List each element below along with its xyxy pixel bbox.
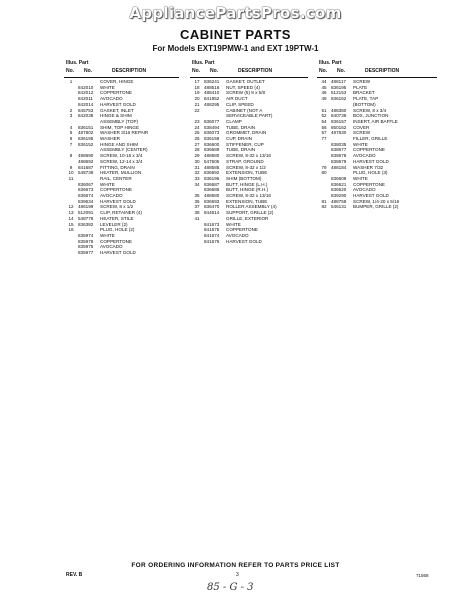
illus-number: 12 [68, 204, 74, 210]
part-number: 835974 [78, 232, 94, 238]
page-number: 3 [236, 572, 239, 578]
part-description: PLUG, HOLE (3) [353, 170, 388, 176]
part-number: 487802 [78, 130, 94, 136]
part-number: 836600 [204, 141, 220, 147]
part-number: 487630 [331, 130, 347, 136]
part-description: (BOTTOM) [353, 101, 376, 107]
illus-number: 23 [194, 118, 200, 124]
part-description: GASKET, INLET [100, 107, 134, 113]
part-number: 844614 [204, 210, 220, 216]
illus-no-label: No. [192, 68, 201, 74]
part-description: AVOCADO [226, 232, 249, 238]
part-number: 836151 [78, 124, 94, 130]
part-description: ASSEMBLY (CENTER) [100, 147, 148, 153]
part-description: COPPERTONE [100, 90, 132, 96]
part-number: 488692 [78, 158, 94, 164]
part-number: 836195 [78, 136, 94, 142]
part-description: LEVELER (2) [100, 221, 128, 227]
illus-number [190, 239, 204, 245]
illus-number: 80 [321, 170, 327, 176]
illus-number: 37 [194, 204, 200, 210]
part-description: BUMPER, GRILLE (2) [353, 204, 399, 210]
illus-number: 26 [194, 136, 200, 142]
part-description: SCREW, 8-32 x 13/16 [226, 153, 271, 159]
page-subtitle: For Models EXT19PMW-1 and EXT 19PTW-1 [152, 44, 319, 53]
part-description: SCREW [353, 79, 371, 84]
parts-column-3 [317, 60, 437, 210]
part-number: 488410 [204, 90, 220, 96]
column-header [64, 60, 179, 78]
illus-no-label: No. [319, 68, 328, 74]
part-row [317, 204, 437, 210]
part-description: GASKET, OUTLET [226, 79, 265, 84]
part-number: 836687 [204, 181, 220, 187]
part-description: COPPERTONE [353, 181, 385, 187]
illus-number: 81 [321, 198, 327, 204]
part-description: HARVEST GOLD [100, 250, 136, 256]
part-description: GRILLE, EXTERIOR [226, 215, 269, 221]
part-description: HARVEST GOLD [353, 158, 389, 164]
part-number: 488580 [204, 193, 220, 199]
illus-number: 34 [194, 181, 200, 187]
part-description: CLAMP [226, 118, 242, 124]
illus-part-label: Illus. Part [319, 60, 342, 66]
illus-number: 11 [68, 175, 74, 181]
part-number: 841673 [204, 221, 220, 227]
part-description: SCREW, 10-16 x 3/4 [100, 153, 143, 159]
part-number: 488580 [204, 153, 220, 159]
part-number: 838678 [331, 153, 347, 159]
part-number: 838035 [331, 141, 347, 147]
part-number: 836073 [204, 130, 220, 136]
illus-number: 54 [321, 118, 327, 124]
part-description: SCREW (5) 8 x 5/8 [226, 90, 266, 96]
illus-number: 82 [321, 204, 327, 210]
illus-number: 9 [69, 164, 73, 170]
part-description: WASHER 7/32 [353, 164, 384, 170]
part-description: HARVEST GOLD [226, 238, 262, 244]
part-description: BUTT, HINGE (L.H.) [226, 181, 268, 187]
part-description: HINGE AND SHIM [100, 141, 139, 147]
part-description: ROLLER ASSEMBLY (4) [226, 204, 277, 210]
part-number: 836241 [204, 79, 220, 84]
illus-number: 2 [69, 107, 73, 113]
part-description: HINGE & SHIM [100, 113, 132, 119]
part-number: 836674 [78, 193, 94, 199]
part-number: 486199 [78, 204, 94, 210]
part-description: PLUG, HOLE (2) [100, 227, 135, 233]
column-header [190, 60, 308, 78]
illus-number: 35 [194, 193, 200, 199]
part-no-label: No. [337, 68, 346, 74]
part-number: 836692 [204, 170, 220, 176]
part-number: 488380 [331, 107, 347, 113]
part-description: COPPERTONE [100, 187, 132, 193]
illus-number: 77 [321, 136, 327, 142]
part-description: AVOCADO [353, 187, 376, 193]
part-number: 842038 [78, 113, 94, 119]
illus-number: 16 [68, 227, 74, 233]
part-number: 488516 [204, 84, 220, 90]
part-description: SCREW [353, 130, 371, 136]
part-description: ASSEMBLY (TOP) [100, 118, 139, 124]
part-description: WHITE [100, 84, 115, 90]
part-number: 488585 [204, 164, 220, 170]
illus-number: 1 [69, 79, 73, 84]
part-number: 842014 [78, 101, 94, 107]
part-number: 836686 [204, 187, 220, 193]
illus-number: 13 [68, 210, 74, 216]
illus-number: 14 [68, 215, 74, 221]
part-description: SCREW, 8-32 x 1/2 [226, 164, 266, 170]
illus-number: 17 [194, 79, 200, 84]
part-description: HARVEST GOLD [100, 101, 136, 107]
parts-column-1 [64, 60, 179, 256]
part-number: 836195 [331, 84, 347, 90]
description-label: DESCRIPTION [238, 68, 273, 74]
part-description: WHITE [100, 232, 115, 238]
part-description: COPPERTONE [353, 147, 385, 153]
part-description: HEATER, STILE [100, 215, 134, 221]
part-number: 512091 [78, 210, 94, 216]
handwritten-note: 85 - G - 3 [207, 582, 254, 593]
part-number: 841674 [204, 232, 220, 238]
part-description: HEATER, MULLION [100, 170, 142, 176]
part-number: 548739 [78, 170, 94, 176]
part-number: 547605 [204, 158, 220, 164]
part-no-label: No. [210, 68, 219, 74]
illus-number: 79 [321, 164, 327, 170]
illus-number: 20 [194, 96, 200, 102]
part-description: BUTT, HINGE (R.H.) [226, 187, 269, 193]
part-number: 835976 [78, 238, 94, 244]
description-label: DESCRIPTION [365, 68, 400, 74]
part-description: SCREW, 8 x 1/2 [100, 204, 134, 210]
part-description: NUT, SPEED (4) [226, 84, 260, 90]
part-no-label: No. [84, 68, 93, 74]
part-description: RAIL, CENTER [100, 175, 132, 181]
illus-number: 4 [69, 124, 73, 130]
part-number: 548778 [78, 215, 94, 221]
illus-number: 57 [321, 130, 327, 136]
part-number: 836620 [331, 187, 347, 193]
part-number: 488690 [78, 153, 94, 159]
part-number: 835975 [78, 244, 94, 250]
part-description: PLATE [353, 84, 368, 90]
illus-part-label: Illus. Part [66, 60, 89, 66]
document-code: 71568 [416, 573, 429, 578]
page-title: CABINET PARTS [180, 27, 291, 42]
parts-column-2 [190, 60, 308, 244]
part-number: 836159 [204, 136, 220, 142]
part-number: 841675 [204, 227, 220, 233]
illus-number: 6 [69, 136, 73, 142]
parts-list [190, 78, 308, 244]
part-number: 836470 [204, 204, 220, 210]
part-description: SCREW, 8 x 3/4 [353, 107, 387, 113]
illus-number: 25 [194, 130, 200, 136]
part-description: HARVEST GOLD [100, 198, 136, 204]
part-description: AVOCADO [100, 193, 123, 199]
part-description: WASHER 3/16 REPAIR [100, 130, 149, 136]
part-description: WHITE [226, 221, 241, 227]
part-number: 842011 [78, 96, 93, 102]
illus-number: 36 [194, 198, 200, 204]
part-number: 841952 [204, 96, 220, 102]
illus-number: 56 [321, 124, 327, 130]
part-description: AVOCADO [353, 153, 376, 159]
part-description: WHITE [353, 175, 368, 181]
part-description: PLATE, TAP [353, 96, 379, 102]
illus-number: 24 [194, 124, 200, 130]
illus-number: 33 [194, 175, 200, 181]
part-number: 836673 [78, 187, 94, 193]
part-description: COPPERTONE [226, 227, 258, 233]
part-number: 836689 [204, 147, 220, 153]
part-number: 836382 [78, 221, 94, 227]
part-number: 836152 [78, 141, 94, 147]
part-number: 840739 [331, 113, 347, 119]
illus-number: 3 [69, 113, 73, 119]
part-number: 546131 [331, 204, 347, 210]
part-number: 841687 [78, 164, 94, 170]
part-number: 850152 [331, 124, 347, 130]
part-description: STIFFENER, CUP [226, 141, 264, 147]
part-number: 488295 [204, 101, 220, 107]
illus-number: 44 [321, 79, 327, 84]
ordering-note: FOR ORDERING INFORMATION REFER TO PARTS PRICE LIST [131, 562, 340, 569]
illus-no-label: No. [66, 68, 75, 74]
part-description: SCREW, 8-32 x 13/16 [226, 193, 271, 199]
part-number: 836157 [331, 118, 347, 124]
part-number: 839290 [331, 193, 347, 199]
illus-number: 38 [194, 210, 200, 216]
part-description: COPPERTONE [100, 238, 132, 244]
parts-list [64, 78, 179, 256]
part-number: 838677 [331, 147, 347, 153]
illus-number: 21 [194, 101, 200, 107]
part-description: COVER, HINGE [100, 79, 134, 84]
part-description: CABINET (NOT A [226, 107, 263, 113]
illus-number: 29 [194, 153, 200, 159]
part-row [190, 239, 308, 245]
illus-number: 8 [69, 153, 73, 159]
part-number: 836621 [331, 181, 347, 187]
part-description: AIR DUCT [226, 96, 248, 102]
part-description: INSERT, AIR BAFFLE [353, 118, 398, 124]
part-description: SHIM, TOP HINGE [100, 124, 140, 130]
part-number: 512153 [331, 90, 347, 96]
part-description: FITTING, DRAIN [100, 164, 135, 170]
illus-number: 28 [194, 147, 200, 153]
part-number: 836609 [331, 175, 347, 181]
part-description: BRACKET [353, 90, 375, 96]
part-description: COVER [353, 124, 370, 130]
illus-number: 15 [68, 221, 74, 227]
part-description: SCREW, 1/4-20 x 5/16 [353, 198, 400, 204]
part-description: WHITE [100, 181, 115, 187]
watermark: AppliancePartsPros.com [129, 4, 342, 22]
description-label: DESCRIPTION [112, 68, 147, 74]
illus-number: 51 [321, 107, 327, 113]
part-description: HARVEST GOLD [353, 193, 389, 199]
illus-number: 41 [194, 215, 200, 221]
part-number: 841676 [204, 238, 220, 244]
part-description: WHITE [353, 141, 368, 147]
part-description: FILLER, GRILLE [353, 136, 388, 142]
part-description: TUBE, DRAIN [226, 147, 256, 153]
part-number: 835977 [78, 250, 94, 256]
revision-label: REV. B [66, 572, 83, 578]
part-number: 836196 [204, 175, 220, 181]
part-number: 839634 [78, 198, 94, 204]
part-description: EXTENSION, TUBE [226, 170, 268, 176]
illus-number: 46 [321, 90, 327, 96]
part-description: TUBE, DRAIN [226, 124, 256, 130]
part-description: SUPPORT, GRILLE (2) [226, 210, 274, 216]
part-description: CUP, DRAIN [226, 136, 252, 142]
parts-list [317, 78, 437, 210]
part-description: BOX, JUNCTION [353, 113, 389, 119]
illus-number [64, 250, 78, 256]
part-description: GROMMET, DRAIN [226, 130, 267, 136]
part-number: 488184 [331, 164, 347, 170]
illus-number: 10 [68, 170, 74, 176]
illus-number: 7 [69, 141, 73, 147]
illus-number: 52 [321, 113, 327, 119]
illus-number: 5 [69, 130, 73, 136]
part-description: WASHER [100, 136, 120, 142]
part-number: 842010 [78, 84, 94, 90]
part-description: SERVICEABLE PART) [226, 113, 273, 119]
part-number: 838679 [331, 158, 347, 164]
illus-number: 30 [194, 158, 200, 164]
part-number: 836162 [331, 96, 347, 102]
illus-number: 22 [194, 107, 200, 113]
part-number: 836693 [204, 198, 220, 204]
part-description: STRAP, GROUND [226, 158, 264, 164]
illus-number: 19 [194, 90, 200, 96]
part-description: CLIP, SPEED [226, 101, 254, 107]
part-description: EXTENSION, TUBE [226, 198, 268, 204]
part-number: 538494 [204, 124, 220, 130]
part-number: 842012 [78, 90, 94, 96]
illus-part-label: Illus. Part [192, 60, 215, 66]
part-description: CLIP, RETAINER (4) [100, 210, 142, 216]
illus-number: 18 [194, 84, 200, 90]
column-header [317, 60, 437, 78]
part-number: 836077 [204, 118, 220, 124]
part-row [64, 250, 179, 256]
part-number: 488759 [331, 198, 347, 204]
illus-number: 45 [321, 84, 327, 90]
part-number: 488117 [331, 79, 346, 84]
illus-number: 49 [321, 96, 327, 102]
part-description: AVOCADO [100, 96, 123, 102]
illus-number: 31 [194, 164, 200, 170]
part-description: AVOCADO [100, 244, 123, 250]
part-number: 836067 [78, 181, 94, 187]
part-number: 845753 [78, 107, 94, 113]
illus-number: 32 [194, 170, 200, 176]
part-description: SCREW, 12-14 x 3/4 [100, 158, 143, 164]
illus-number: 27 [194, 141, 200, 147]
part-description: SHIM (BOTTOM) [226, 175, 262, 181]
